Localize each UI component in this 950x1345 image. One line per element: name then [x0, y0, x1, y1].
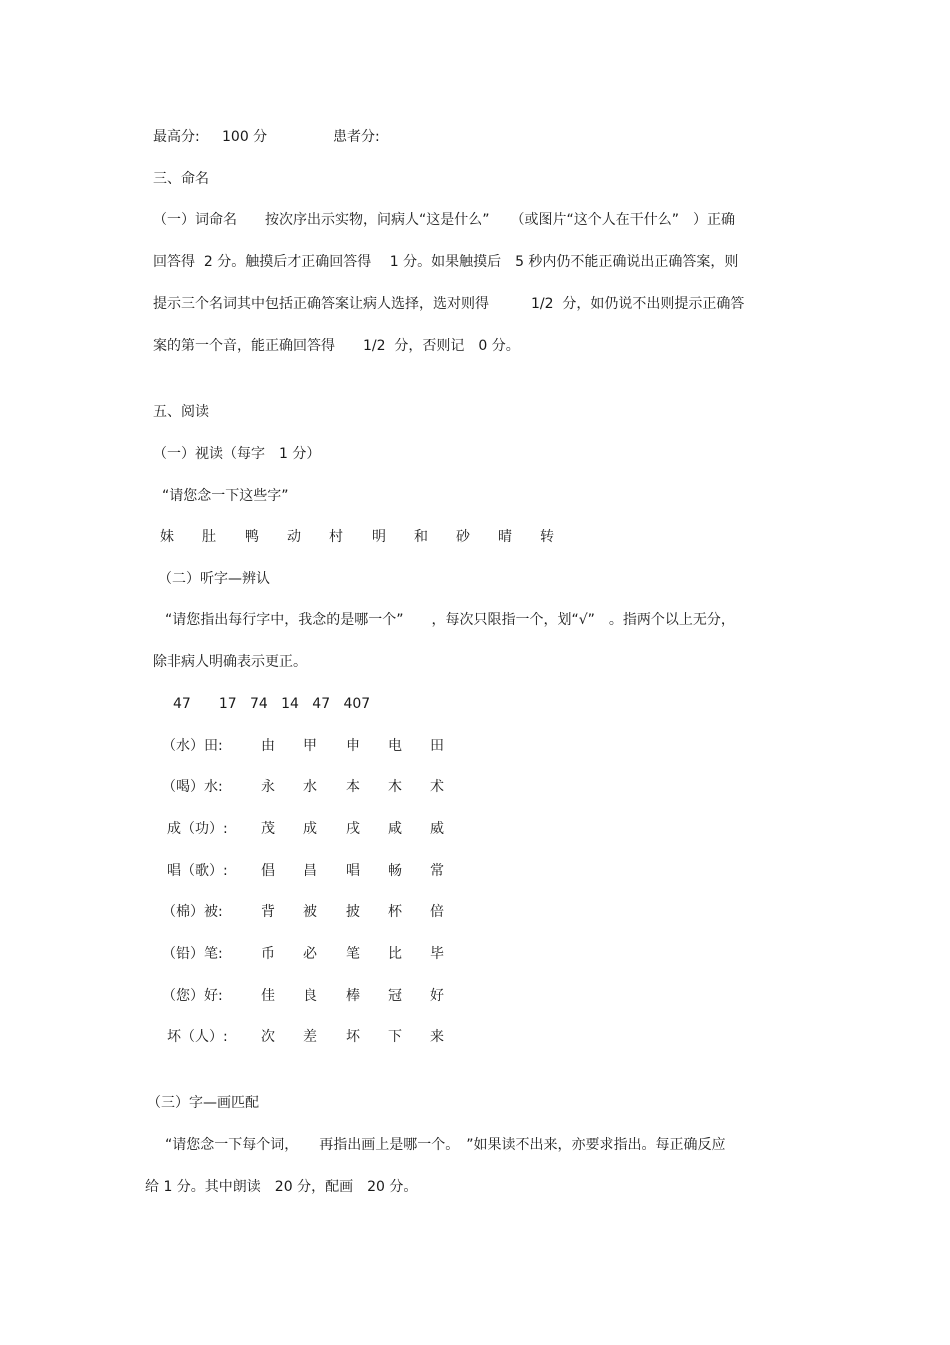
reading-char: 妹: [160, 529, 174, 545]
reading-char: 鸭: [245, 529, 259, 545]
option-char: 杯: [388, 904, 402, 920]
option-char: 棒: [346, 988, 360, 1004]
row-label: 成（功）:: [167, 821, 228, 837]
subsection-title: （三）字—画匹配: [147, 1095, 259, 1111]
identification-row: [0, 945, 950, 963]
paragraph-line: “请您指出每行字中，我念的是哪一个” ，每次只限指一个，划“√” 。指两个以上无分，: [165, 612, 735, 628]
option-char: 次: [261, 1029, 275, 1045]
row-label: 唱（歌）:: [167, 863, 228, 879]
paragraph-line: 提示三个名词其中包括正确答案让病人选择，选对则得 1/2 分，如仍说不出则提示正确答: [153, 296, 745, 312]
option-char: 倍: [430, 904, 444, 920]
option-char: 申: [346, 738, 360, 754]
identification-row: [0, 778, 950, 796]
option-char: 好: [430, 988, 444, 1004]
subsection-title: （二）听字—辨认: [158, 571, 270, 587]
reading-char: 肚: [202, 529, 216, 545]
reading-char: 动: [287, 529, 301, 545]
option-char: 披: [346, 904, 360, 920]
option-char: 昌: [303, 863, 317, 879]
paragraph-line: 回答得 2 分。触摸后才正确回答得 1 分。如果触摸后 5 秒内仍不能正确说出正确答案，则: [153, 254, 739, 270]
option-char: 差: [303, 1029, 317, 1045]
patient-score-label: 患者分:: [333, 129, 380, 145]
max-score-label: 最高分:: [153, 129, 200, 145]
reading-char: 砂: [456, 529, 470, 545]
option-char: 坏: [346, 1029, 360, 1045]
paragraph-line: （一）词命名 按次序出示实物，问病人“这是什么” （或图片“这个人在干什么” ）正确: [153, 212, 736, 228]
option-char: 背: [261, 904, 275, 920]
row-label: （水）田:: [162, 738, 223, 754]
reading-char: 转: [540, 529, 554, 545]
option-char: 威: [430, 821, 444, 837]
row-label: 坏（人）:: [167, 1029, 228, 1045]
option-char: 比: [388, 946, 402, 962]
option-char: 必: [303, 946, 317, 962]
option-char: 永: [261, 779, 275, 795]
section-heading-reading: 五、阅读: [153, 404, 209, 420]
row-label: （您）好:: [162, 988, 223, 1004]
paragraph-line: 除非病人明确表示更正。: [153, 654, 307, 670]
option-char: 电: [388, 738, 402, 754]
option-char: 唱: [346, 863, 360, 879]
identification-row: [0, 737, 950, 755]
number-sequence: 47 17 74 14 47 407: [173, 696, 371, 712]
identification-row: [0, 862, 950, 880]
paragraph-line: 给 1 分。其中朗读 20 分，配画 20 分。: [145, 1179, 418, 1195]
option-char: 被: [303, 904, 317, 920]
option-char: 币: [261, 946, 275, 962]
identification-row: [0, 1028, 950, 1046]
option-char: 术: [430, 779, 444, 795]
option-char: 来: [430, 1029, 444, 1045]
row-label: （铅）笔:: [162, 946, 223, 962]
row-label: （喝）水:: [162, 779, 223, 795]
option-char: 戌: [346, 821, 360, 837]
paragraph-line: 案的第一个音，能正确回答得 1/2 分，否则记 0 分。: [153, 338, 520, 354]
identification-row: [0, 903, 950, 921]
option-char: 木: [388, 779, 402, 795]
option-char: 毕: [430, 946, 444, 962]
option-char: 水: [303, 779, 317, 795]
max-score-value: 100 分: [222, 129, 268, 145]
option-char: 倡: [261, 863, 275, 879]
reading-prompt: “请您念一下这些字”: [162, 488, 289, 504]
identification-row: [0, 987, 950, 1005]
option-char: 下: [388, 1029, 402, 1045]
subsection-title: （一）视读（每字 1 分）: [153, 446, 321, 462]
option-char: 畅: [388, 863, 402, 879]
option-char: 良: [303, 988, 317, 1004]
option-char: 茂: [261, 821, 275, 837]
row-label: （棉）被:: [162, 904, 223, 920]
option-char: 咸: [388, 821, 402, 837]
option-char: 成: [303, 821, 317, 837]
reading-char: 村: [329, 529, 343, 545]
reading-char: 明: [372, 529, 386, 545]
option-char: 笔: [346, 946, 360, 962]
option-char: 常: [430, 863, 444, 879]
identification-row: [0, 820, 950, 838]
option-char: 冠: [388, 988, 402, 1004]
option-char: 甲: [303, 738, 317, 754]
option-char: 田: [430, 738, 444, 754]
reading-char-row: [0, 528, 950, 546]
reading-char: 和: [414, 529, 428, 545]
section-heading-naming: 三、命名: [153, 171, 209, 187]
paragraph-line: “请您念一下每个词， 再指出画上是哪一个。 ”如果读不出来，亦要求指出。每正确反应: [165, 1137, 726, 1153]
option-char: 由: [261, 738, 275, 754]
option-char: 本: [346, 779, 360, 795]
option-char: 佳: [261, 988, 275, 1004]
reading-char: 晴: [498, 529, 512, 545]
